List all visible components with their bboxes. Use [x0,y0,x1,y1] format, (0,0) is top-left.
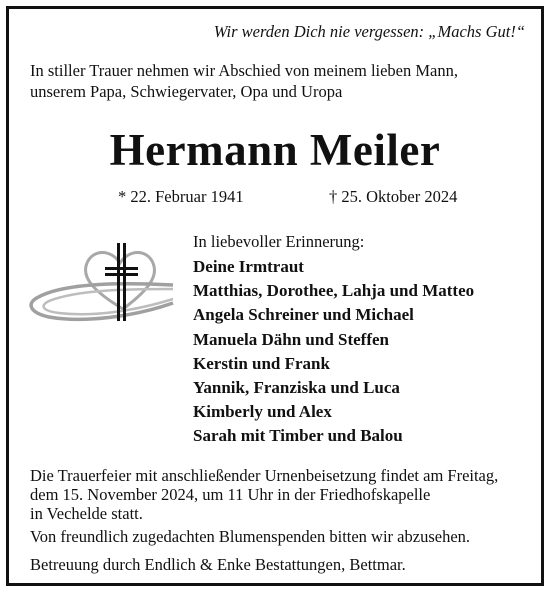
mourner-entry: Sarah mit Timber und Balou [193,426,403,446]
motto: Wir werden Dich nie vergessen: „Machs Gut!“ [213,22,525,41]
intro-line: In stiller Trauer nehmen wir Abschied von meinem lieben Mann, [30,61,459,80]
mourner-entry: Yannik, Franziska und Luca [193,378,400,398]
funeral-line: Die Trauerfeier mit anschließender Urnenbeisetzung findet am Freitag, [30,466,499,485]
mourner-entry: Deine Irmtraut [193,257,304,276]
death-date: † 25. Oktober 2024 [329,187,458,206]
obituary-notice [6,6,544,586]
mourners-list [193,255,474,449]
mourner-entry: Manuela Dähn und Steffen [193,329,390,349]
birth-date: * 22. Februar 1941 [118,187,244,206]
undertaker-credit: Betreuung durch Endlich & Enke Bestattungen, Bettmar. [30,555,406,574]
cross-vertical [117,243,120,321]
mourner-entry: Kerstin und Frank [193,353,330,373]
heart-outline [86,253,155,310]
funeral-line: in Vechelde statt. [30,504,143,523]
memory-label: In liebevoller Erinnerung: [193,232,365,251]
deceased-name: Hermann Meiler [109,125,441,175]
cross-horizontal [105,267,138,270]
funeral-details [30,466,535,523]
intro-line: unserem Papa, Schwiegervater, Opa und Uropa [30,82,343,101]
mourner-entry: Matthias, Dorothee, Lahja und Matteo [193,281,475,301]
cross-horizontal [105,273,138,276]
flowers-note: Von freundlich zugedachten Blumenspenden bitten wir abzusehen. [30,527,471,546]
intro-text [30,60,530,102]
mourner-entry: Kimberly und Alex [193,402,332,422]
cross-vertical [123,243,126,321]
mourner-entry: Angela Schreiner und Michael [193,305,414,325]
funeral-line: dem 15. November 2024, um 11 Uhr in der Friedhofskapelle [30,485,431,504]
heart-cross-emblem-icon [23,233,187,329]
